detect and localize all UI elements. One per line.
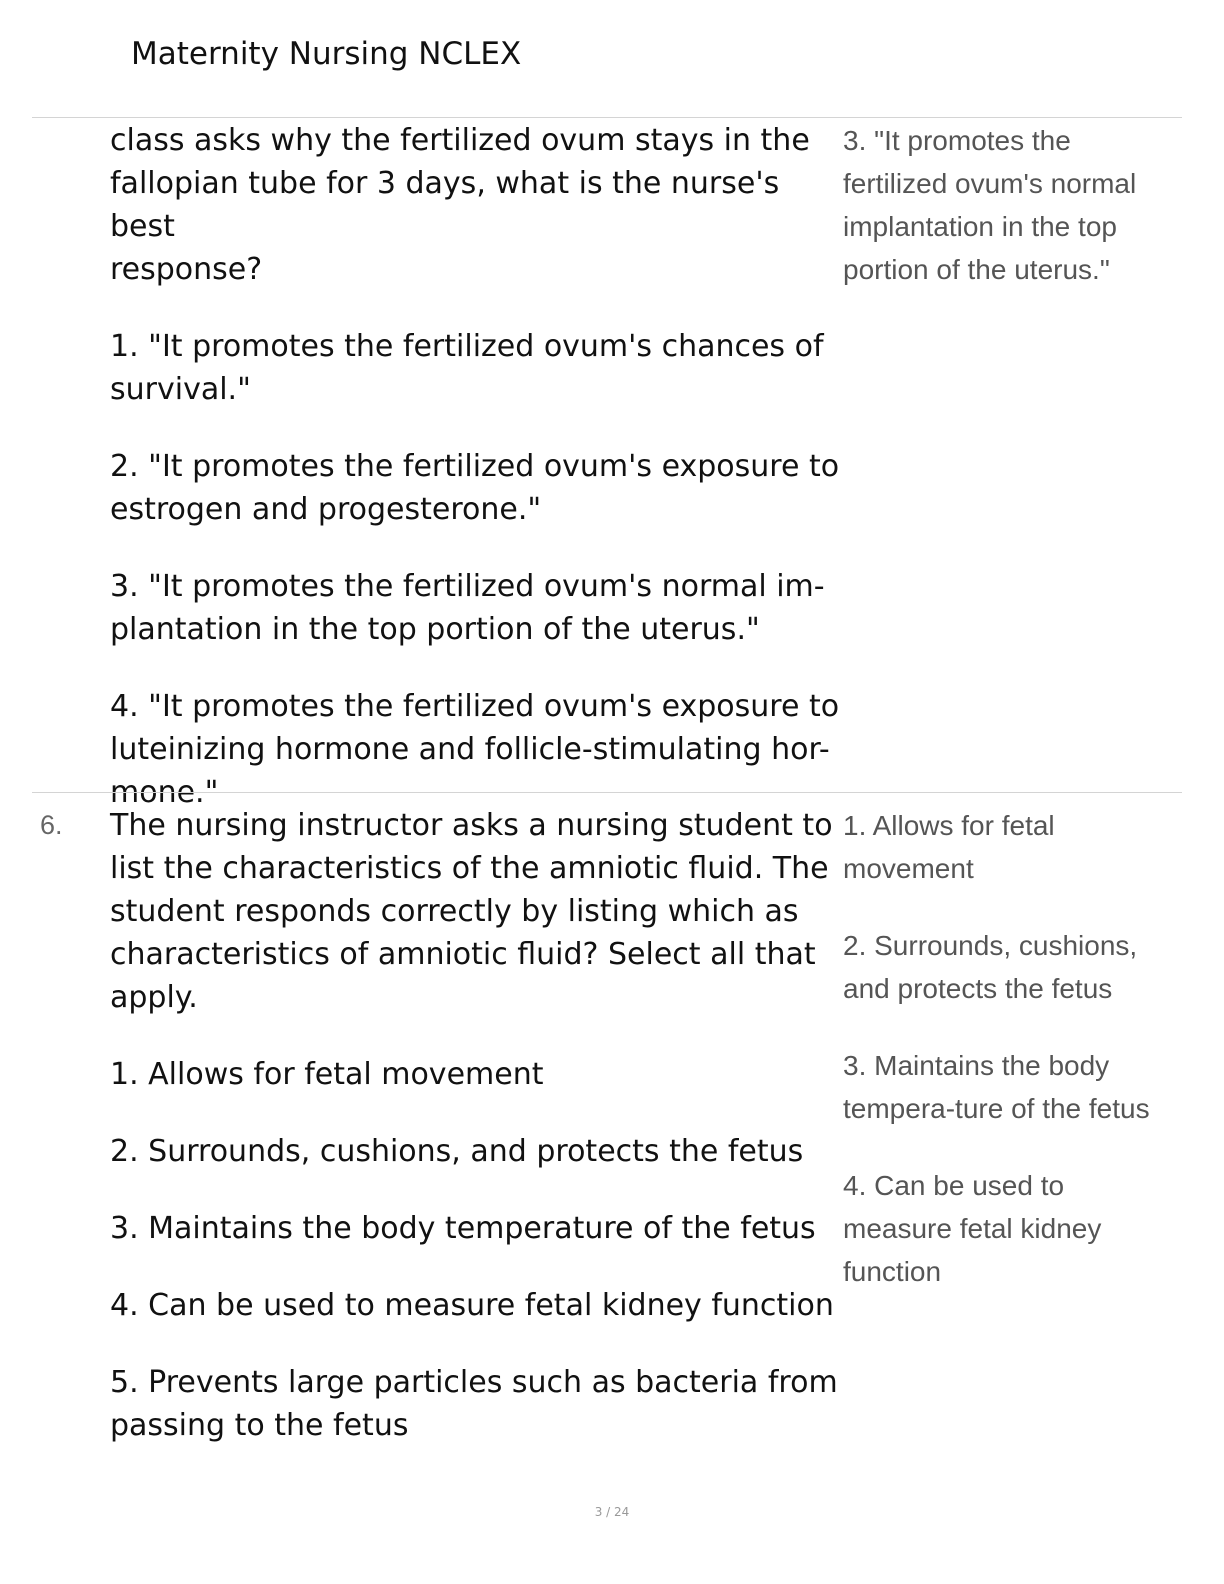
question-6-option-4: 4. Can be used to measure fetal kidney function (110, 1288, 834, 1323)
answer-5 (843, 119, 1173, 291)
question-6-option-1: 1. Allows for fetal movement (110, 1057, 544, 1092)
question-5-text (110, 119, 840, 814)
question-6-option-5: 5. Prevents large particles such as bacteria from passing to the fetus (110, 1365, 838, 1443)
question-5-option-2: 2. "It promotes the fertilized ovum's exposure to estrogen and progesterone." (110, 449, 840, 527)
question-5-option-1: 1. "It promotes the fertilized ovum's chances of survival." (110, 329, 824, 407)
page-number: 3 / 24 (594, 1505, 630, 1519)
question-6-stem: The nursing instructor asks a nursing student to list the characteristics of the amniotic fluid. The student responds correctly by listing which as characteristics of amniotic fluid? Select all that apply. (110, 808, 833, 1015)
answer-6-item-1: 1. Allows for fetal movement (843, 810, 1055, 884)
answer-5-line-1: 3. "It promotes the fertilized ovum's normal implantation in the top portion of the uterus." (843, 125, 1137, 285)
answer-6-item-3: 3. Maintains the body tempera-ture of the fetus (843, 1050, 1150, 1124)
question-6-number: 6. (40, 810, 63, 840)
question-6-option-3: 3. Maintains the body temperature of the fetus (110, 1211, 816, 1246)
question-6-option-2: 2. Surrounds, cushions, and protects the fetus (110, 1134, 804, 1169)
question-5-option-3: 3. "It promotes the fertilized ovum's normal im-plantation in the top portion of the uterus." (110, 569, 825, 647)
answer-6-item-4: 4. Can be used to measure fetal kidney function (843, 1170, 1102, 1287)
document-title: Maternity Nursing NCLEX (131, 36, 522, 72)
question-5-line-2: fallopian tube for 3 days, what is the nurse's best (110, 166, 780, 244)
answer-6 (843, 804, 1173, 1293)
question-5-line-1: class asks why the fertilized ovum stays in the (110, 123, 810, 158)
answer-6-item-2: 2. Surrounds, cushions, and protects the fetus (843, 930, 1138, 1004)
question-6-text (110, 804, 840, 1447)
question-5-line-3: response? (110, 252, 263, 287)
question-5-option-4: 4. "It promotes the fertilized ovum's exposure to luteinizing hormone and follicle-stimulating hor-mone." (110, 689, 840, 810)
divider-top (32, 117, 1182, 118)
divider-middle (32, 792, 1182, 793)
